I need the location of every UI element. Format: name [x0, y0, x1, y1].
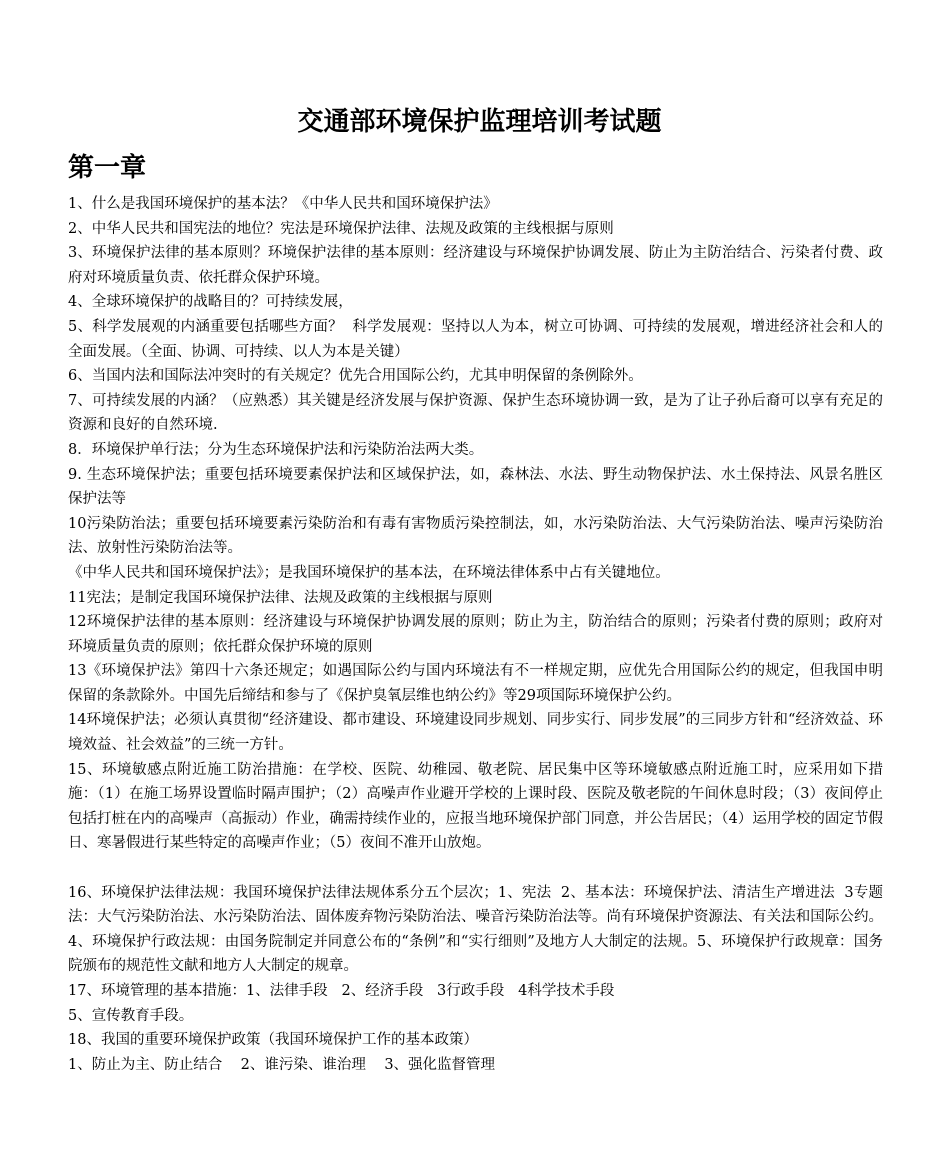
- paragraph: 2、中华人民共和国宪法的地位？宪法是环境保护法律、法规及政策的主线根据与原则: [68, 220, 614, 237]
- paragraph: 1、什么是我国环境保护的基本法？《中华人民共和国环境保护法》: [68, 196, 498, 212]
- paragraph: 18、我国的重要环境保护政策（我国环境保护工作的基本政策）: [68, 1032, 478, 1049]
- paragraph: 15、环境敏感点附近施工防治措施：在学校、医院、幼稚园、敬老院、居民集中区等环境敏感点附近施工时，应采用如下措施：（1）在施工场界设置临时隔声围护；（2）高噪声作业避开学校的上课时段、医院及敬老院的午间休息时段；（3）夜间停止包括打桩在内的高噪声（高振动）作业，确需持续作业的，应报当地环境保护部门同意，并公告居民；（4）运用学校的固定节假日、寒暑假进行某些特定的高噪声作业；（5）夜间不准开山放炮。: [68, 761, 883, 852]
- paragraph: 6、当国内法和国际法冲突时的有关规定？优先合用国际公约，尤其申明保留的条例除外。: [68, 368, 643, 385]
- paragraph: 5、科学发展观的内涵重要包括哪些方面？ 科学发展观：坚持以人为本，树立可协调、可持续的发展观，增进经济社会和人的全面发展。（全面、协调、可持续、以人为本是关键）: [68, 318, 883, 360]
- paragraph: 14环境保护法；必须认真贯彻“经济建设、都市建设、环境建设同步规划、同步实行、同步发展”的三同步方针和“经济效益、环境效益、社会效益”的三统一方针。: [68, 712, 883, 754]
- paragraph: 3、环境保护法律的基本原则？环境保护法律的基本原则：经济建设与环境保护协调发展、防止为主防治结合、污染者付费、政府对环境质量负责、依托群众保护环境。: [68, 245, 883, 286]
- chapter-heading: 第一章: [68, 153, 147, 183]
- blank-line: [68, 856, 883, 881]
- paragraph: 9. 生态环境保护法；重要包括环境要素保护法和区域保护法，如，森林法、水法、野生动物保护法、水土保持法、风景名胜区保护法等: [68, 466, 883, 508]
- paragraph: 11宪法；是制定我国环境保护法律、法规及政策的主线根据与原则: [68, 589, 493, 606]
- document-title: 交通部环境保护监理培训考试题: [297, 107, 662, 137]
- document-body: [68, 192, 893, 1077]
- document-page: [68, 100, 893, 1077]
- paragraph: 8．环境保护单行法；分为生态环境保护法和污染防治法两大类。: [68, 441, 484, 458]
- paragraph: 10污染防治法；重要包括环境要素污染防治和有毒有害物质污染控制法，如，水污染防治法、大气污染防治法、噪声污染防治法、放射性污染防治法等。: [68, 515, 883, 557]
- paragraph: 17、环境管理的基本措施：1、法律手段 2、经济手段 3行政手段 4科学技术手段: [68, 983, 615, 999]
- paragraph: 5、宣传教育手段。: [68, 1007, 194, 1024]
- paragraph: 13《环境保护法》第四十六条还规定；如遇国际公约与国内环境法有不一样规定期，应优先合用国际公约的规定，但我国申明保留的条款除外。中国先后缔结和参与了《保护臭氧层维也纳公约》等29项国际环境保护公约。: [68, 663, 883, 704]
- paragraph: 12环境保护法律的基本原则：经济建设与环境保护协调发展的原则；防止为主，防治结合的原则；污染者付费的原则；政府对环境质量负责的原则；依托群众保护环境的原则: [68, 614, 883, 655]
- paragraph: 《中华人民共和国环境保护法》；是我国环境保护的基本法，在环境法律体系中占有关键地位。: [68, 564, 670, 581]
- paragraph: 16、环境保护法律法规：我国环境保护法律法规体系分五个层次；1、宪法 2、基本法：环境保护法、清洁生产增进法 3专题法：大气污染防治法、水污染防治法、固体废弃物污染防治法、噪音污染防治法等。尚有环境保护资源法、有关法和国际公约。 4、环境保护行政法规：由国务院制定并同意公布的“条例”和“实行细则”及地方人大制定的法规。5、环境保护行政规章：国务院颁布的规范性文献和地方人大制定的规章。: [68, 884, 893, 975]
- paragraph: 7、可持续发展的内涵？（应熟悉）其关键是经济发展与保护资源、保护生态环境协调一致，是为了让子孙后裔可以享有充足的资源和良好的自然环境.: [68, 392, 883, 434]
- paragraph: 4、全球环境保护的战略目的？可持续发展，: [68, 294, 353, 311]
- paragraph: 1、防止为主、防止结合 2、谁污染、谁治理 3、强化监督管理: [68, 1056, 496, 1073]
